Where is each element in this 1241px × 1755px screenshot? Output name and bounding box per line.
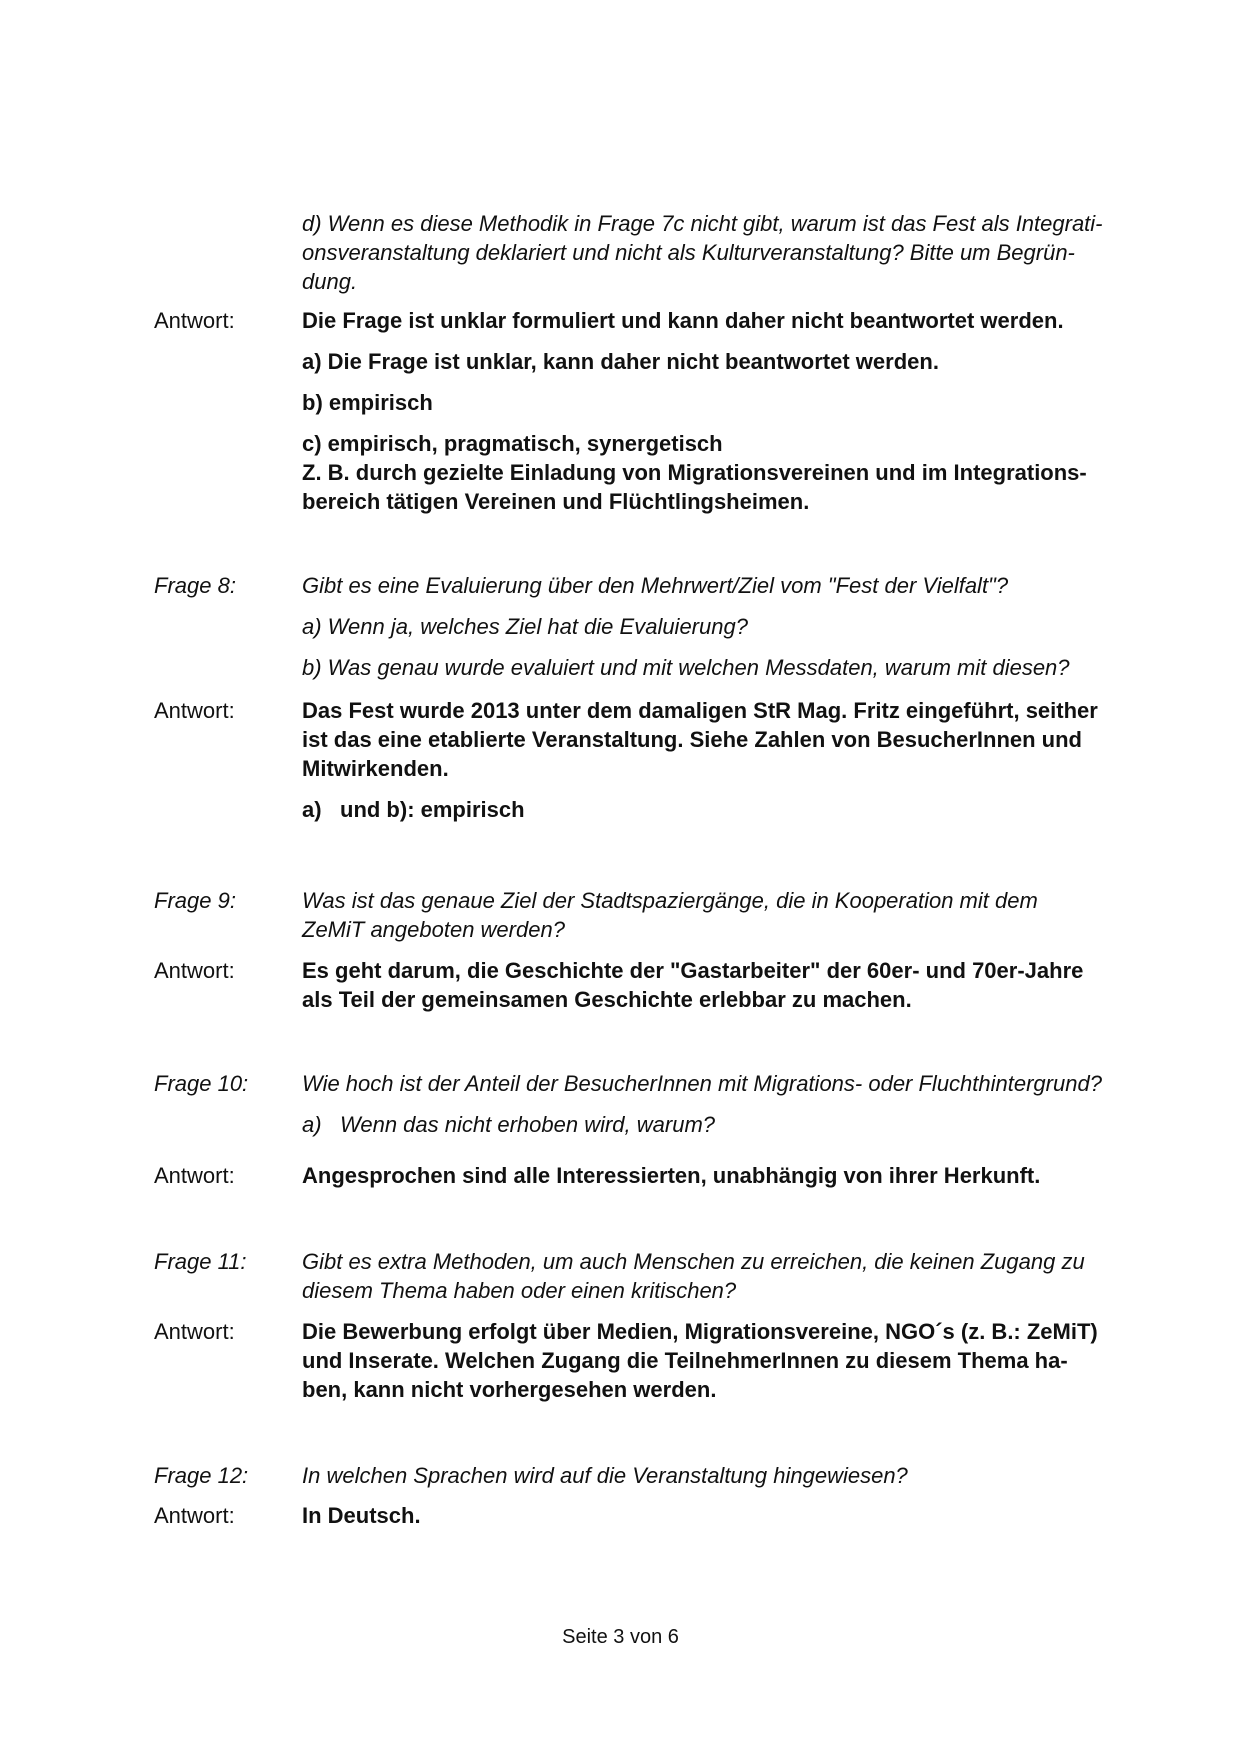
question-10a-text: Wenn das nicht erhoben wird, warum? [340, 1112, 716, 1137]
question-12-text: In welchen Sprachen wird auf die Veranstaltung hingewiesen? [302, 1463, 908, 1488]
answer-8ab-text: und b): empirisch [340, 797, 525, 822]
page-number-footer: Seite 3 von 6 [562, 1626, 679, 1648]
answer-7 [154, 306, 1154, 516]
question-label: Frage 10: [154, 1071, 249, 1096]
answer-12-text: In Deutsch. [302, 1503, 421, 1528]
question-11-line-2: diesem Thema haben oder einen kritischen? [302, 1278, 737, 1303]
answer-7a: a) Die Frage ist unklar, kann daher nicht beantwortet werden. [302, 349, 939, 374]
question-8a: a) Wenn ja, welches Ziel hat die Evaluierung? [302, 614, 748, 639]
answer-12 [154, 1501, 1154, 1530]
question-7-continuation [154, 209, 1154, 296]
answer-8ab [302, 795, 1154, 824]
question-8 [154, 571, 1154, 682]
answer-10 [154, 1161, 1154, 1190]
question-label: Frage 11: [154, 1249, 247, 1274]
question-label: Frage 12: [154, 1463, 249, 1488]
question-label: Frage 8: [154, 573, 236, 598]
question-7d-line-3: dung. [302, 269, 358, 294]
question-10a-marker: a) [302, 1112, 322, 1137]
question-7d-line-2: onsveranstaltung deklariert und nicht als Kulturveranstaltung? Bitte um Begrün- [302, 240, 1075, 265]
answer-8-line-1: Das Fest wurde 2013 unter dem damaligen StR Mag. Fritz eingeführt, seither [302, 698, 1098, 723]
answer-7-text: Die Frage ist unklar formuliert und kann daher nicht beantwortet werden. [302, 308, 1064, 333]
question-10-text: Wie hoch ist der Anteil der BesucherInnen mit Migrations- oder Fluchthintergrund? [302, 1071, 1102, 1096]
question-11 [154, 1247, 1154, 1305]
answer-label: Antwort: [154, 958, 235, 983]
question-9 [154, 886, 1154, 944]
answer-7c-line-2: Z. B. durch gezielte Einladung von Migrationsvereinen und im Integrations- [302, 460, 1087, 485]
question-9-line-2: ZeMiT angeboten werden? [302, 917, 565, 942]
question-8b: b) Was genau wurde evaluiert und mit welchen Messdaten, warum mit diesen? [302, 655, 1070, 680]
answer-10-text: Angesprochen sind alle Interessierten, unabhängig von ihrer Herkunft. [302, 1163, 1041, 1188]
question-10a [302, 1110, 1154, 1139]
answer-label: Antwort: [154, 308, 235, 333]
answer-9 [154, 956, 1154, 1014]
question-12 [154, 1461, 1154, 1490]
answer-label: Antwort: [154, 1319, 235, 1344]
answer-label: Antwort: [154, 1503, 235, 1528]
answer-8 [154, 696, 1154, 824]
answer-8-line-2: ist das eine etablierte Veranstaltung. Siehe Zahlen von BesucherInnen und [302, 727, 1082, 752]
answer-9-line-2: als Teil der gemeinsamen Geschichte erlebbar zu machen. [302, 987, 912, 1012]
question-7d-line-1: d) Wenn es diese Methodik in Frage 7c nicht gibt, warum ist das Fest als Integrati- [302, 211, 1103, 236]
answer-label: Antwort: [154, 698, 235, 723]
answer-11 [154, 1317, 1154, 1404]
question-10 [154, 1069, 1154, 1139]
answer-11-line-2: und Inserate. Welchen Zugang die TeilnehmerInnen zu diesem Thema ha- [302, 1348, 1068, 1373]
answer-11-line-1: Die Bewerbung erfolgt über Medien, Migrationsvereine, NGO´s (z. B.: ZeMiT) [302, 1319, 1098, 1344]
answer-11-line-3: ben, kann nicht vorhergesehen werden. [302, 1377, 717, 1402]
answer-7c-line-3: bereich tätigen Vereinen und Flüchtlingsheimen. [302, 489, 810, 514]
question-8-text: Gibt es eine Evaluierung über den Mehrwert/Ziel vom "Fest der Vielfalt"? [302, 573, 1009, 598]
answer-8ab-marker: a) [302, 797, 322, 822]
question-11-line-1: Gibt es extra Methoden, um auch Menschen zu erreichen, die keinen Zugang zu [302, 1249, 1085, 1274]
answer-7b: b) empirisch [302, 390, 433, 415]
answer-9-line-1: Es geht darum, die Geschichte der "Gastarbeiter" der 60er- und 70er-Jahre [302, 958, 1084, 983]
answer-8-line-3: Mitwirkenden. [302, 756, 449, 781]
answer-7c: c) empirisch, pragmatisch, synergetisch [302, 431, 723, 456]
question-9-line-1: Was ist das genaue Ziel der Stadtspaziergänge, die in Kooperation mit dem [302, 888, 1038, 913]
question-label: Frage 9: [154, 888, 236, 913]
answer-label: Antwort: [154, 1163, 235, 1188]
